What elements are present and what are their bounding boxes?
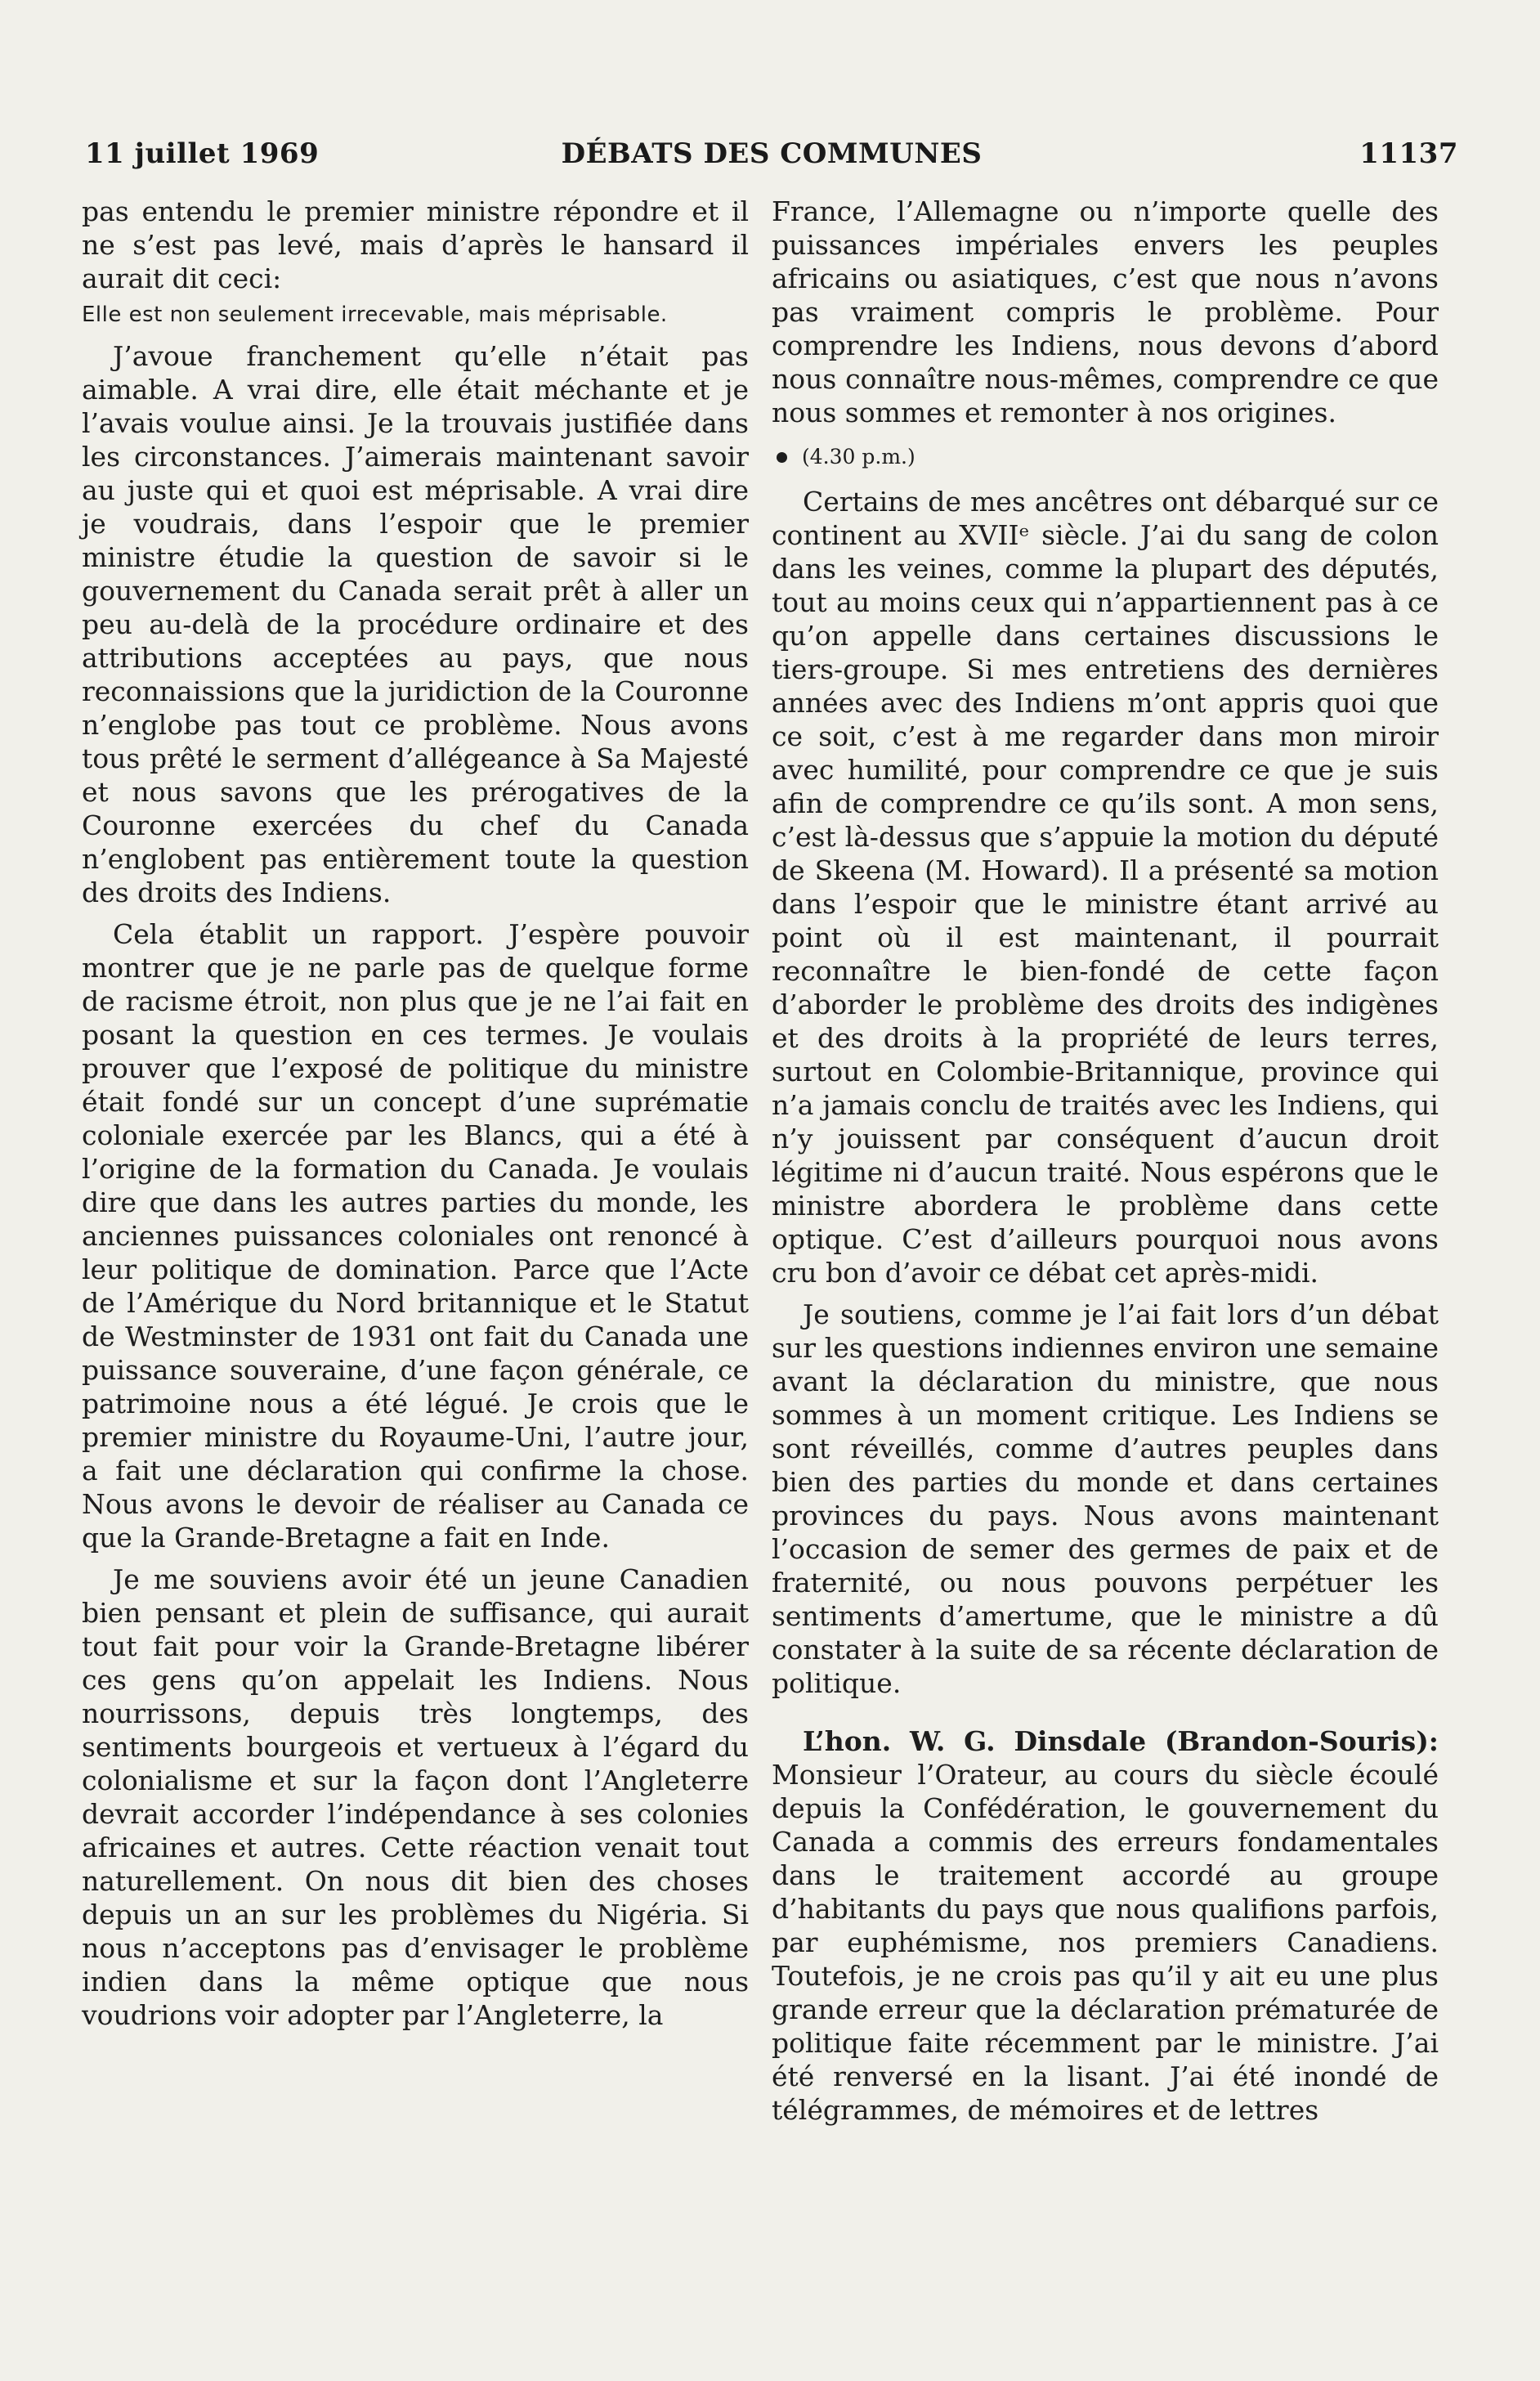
header-title: DÉBATS DES COMMUNES (561, 137, 983, 170)
page-number: 11137 (1359, 137, 1458, 170)
paragraph: Je soutiens, comme je l’ai fait lors d’un débat sur les questions indiennes environ une semaine avant la déclaration du ministre, que nous sommes à un moment critique. Les Indiens se sont réveillés, comme d’autres peuples dans bien des parties du monde et dans certaines provinces du pays. Nous avons maintenant l’occasion de semer des germes de paix et de fraternité, ou nous pouvons perpétuer les sentiments d’amertume, que le ministre a dû constater à la suite de sa récente déclaration de politique. (772, 1298, 1439, 1699)
time-marker-text: (4.30 p.m.) (802, 445, 915, 469)
bullet-icon (777, 452, 787, 463)
right-column (772, 195, 1439, 2127)
block-quote: Elle est non seulement irrecevable, mais méprisable. (82, 303, 668, 327)
paragraph: France, l’Allemagne ou n’importe quelle des puissances impériales envers les peuples africains ou asiatiques, c’est que nous n’avons pas vraiment compris le problème. Pour comprendre les Indiens, nous devons d’abord nous connaître nous-mêmes, comprendre ce que nous sommes et remonter à nos origines. (772, 195, 1439, 428)
speaker-name: L’hon. W. G. Dinsdale (Brandon-Souris): (803, 1725, 1439, 1757)
paragraph: Certains de mes ancêtres ont débarqué sur ce continent au XVIIᵉ siècle. J’ai du sang de colon dans les veines, comme la plupart des députés, tout au moins ceux qui n’appartiennent pas à ce qu’on appelle dans certaines discussions le tiers-groupe. Si mes entretiens des dernières années avec des Indiens m’ont appris quoi que ce soit, c’est à me regarder dans mon miroir avec humilité, pour comprendre ce que je suis afin de comprendre ce qu’ils sont. A mon sens, c’est là-dessus que s’appuie la motion du député de Skeena (M. Howard). Il a présenté sa motion dans l’espoir que le ministre étant arrivé au point où il est maintenant, il pourrait reconnaître le bien-fondé de cette façon d’aborder le problème des droits des indigènes et des droits à la propriété de leurs terres, surtout en Colombie-Britannique, province qui n’a jamais conclu de traités avec les Indiens, qui n’y jouissent par conséquent d’aucun droit légitime ni d’aucun traité. Nous espérons que le ministre abordera le problème dans cette optique. C’est d’ailleurs pourquoi nous avons cru bon d’avoir ce débat cet après-midi. (772, 486, 1439, 1289)
paragraph: Cela établit un rapport. J’espère pouvoir montrer que je ne parle pas de quelque forme de racisme étroit, non plus que je ne l’ai fait en posant la question en ces termes. Je voulais prouver que l’exposé de politique du ministre était fondé sur un concept d’une suprématie coloniale exercée par les Blancs, qui a été à l’origine de la formation du Canada. Je voulais dire que dans les autres parties du monde, les anciennes puissances coloniales ont renoncé à leur politique de domination. Parce que l’Acte de l’Amérique du Nord britannique et le Statut de Westminster de 1931 ont fait du Canada une puissance souveraine, d’une façon générale, ce patrimoine nous a été légué. Je crois que le premier ministre du Royaume-Uni, l’autre jour, a fait une déclaration qui confirme la chose. Nous avons le devoir de réaliser au Canada ce que la Grande-Bretagne a fait en Inde. (82, 918, 749, 1554)
page-header (85, 137, 1458, 178)
paragraph: J’avoue franchement qu’elle n’était pas aimable. A vrai dire, elle était méchante et je l’avais voulue ainsi. Je la trouvais justifiée dans les circonstances. J’aimerais maintenant savoir au juste qui et quoi est méprisable. A vrai dire je voudrais, dans l’espoir que le premier ministre étudie la question de savoir si le gouvernement du Canada serait prêt à aller un peu au-delà de la procédure ordinaire et des attributions acceptées au pays, que nous reconnaissions que la juridiction de la Couronne n’englobe pas tout ce problème. Nous avons tous prêté le serment d’allégeance à Sa Majesté et nous savons que les prérogatives de la Couronne exercées du chef du Canada n’englobent pas entièrement toute la question des droits des Indiens. (82, 340, 749, 908)
speaker-text: Monsieur l’Orateur, au cours du siècle écoulé depuis la Confédération, le gouvernement du Canada a commis des erreurs fondamentales dans le traitement accordé au groupe d’habitants du pays que nous qualifions parfois, par euphémisme, nos premiers Canadiens. Toutefois, je ne crois pas qu’il y ait eu une plus grande erreur que la déclaration prématurée de politique faite récemment par le ministre. J’ai été renversé en la lisant. J’ai été inondé de télégrammes, de mémoires et de lettres (772, 1759, 1439, 2126)
header-date: 11 juillet 1969 (85, 137, 320, 170)
speaker-paragraph (772, 1724, 1439, 2127)
left-column (82, 195, 749, 2032)
paragraph: pas entendu le premier ministre répondre et il ne s’est pas levé, mais d’après le hansard il aurait dit ceci: (82, 195, 749, 294)
time-marker (772, 444, 1439, 470)
paragraph: Je me souviens avoir été un jeune Canadien bien pensant et plein de suffisance, qui aurait tout fait pour voir la Grande-Bretagne libérer ces gens qu’on appelait les Indiens. Nous nourrissons, depuis très longtemps, des sentiments bourgeois et vertueux à l’égard du colonialisme et sur la façon dont l’Angleterre devrait accorder l’indépendance à ses colonies africaines et autres. Cette réaction venait tout naturellement. On nous dit bien des choses depuis un an sur les problèmes du Nigéria. Si nous n’acceptons pas d’envisager le problème indien dans la même optique que nous voudrions voir adopter par l’Angleterre, la (82, 1563, 749, 2031)
